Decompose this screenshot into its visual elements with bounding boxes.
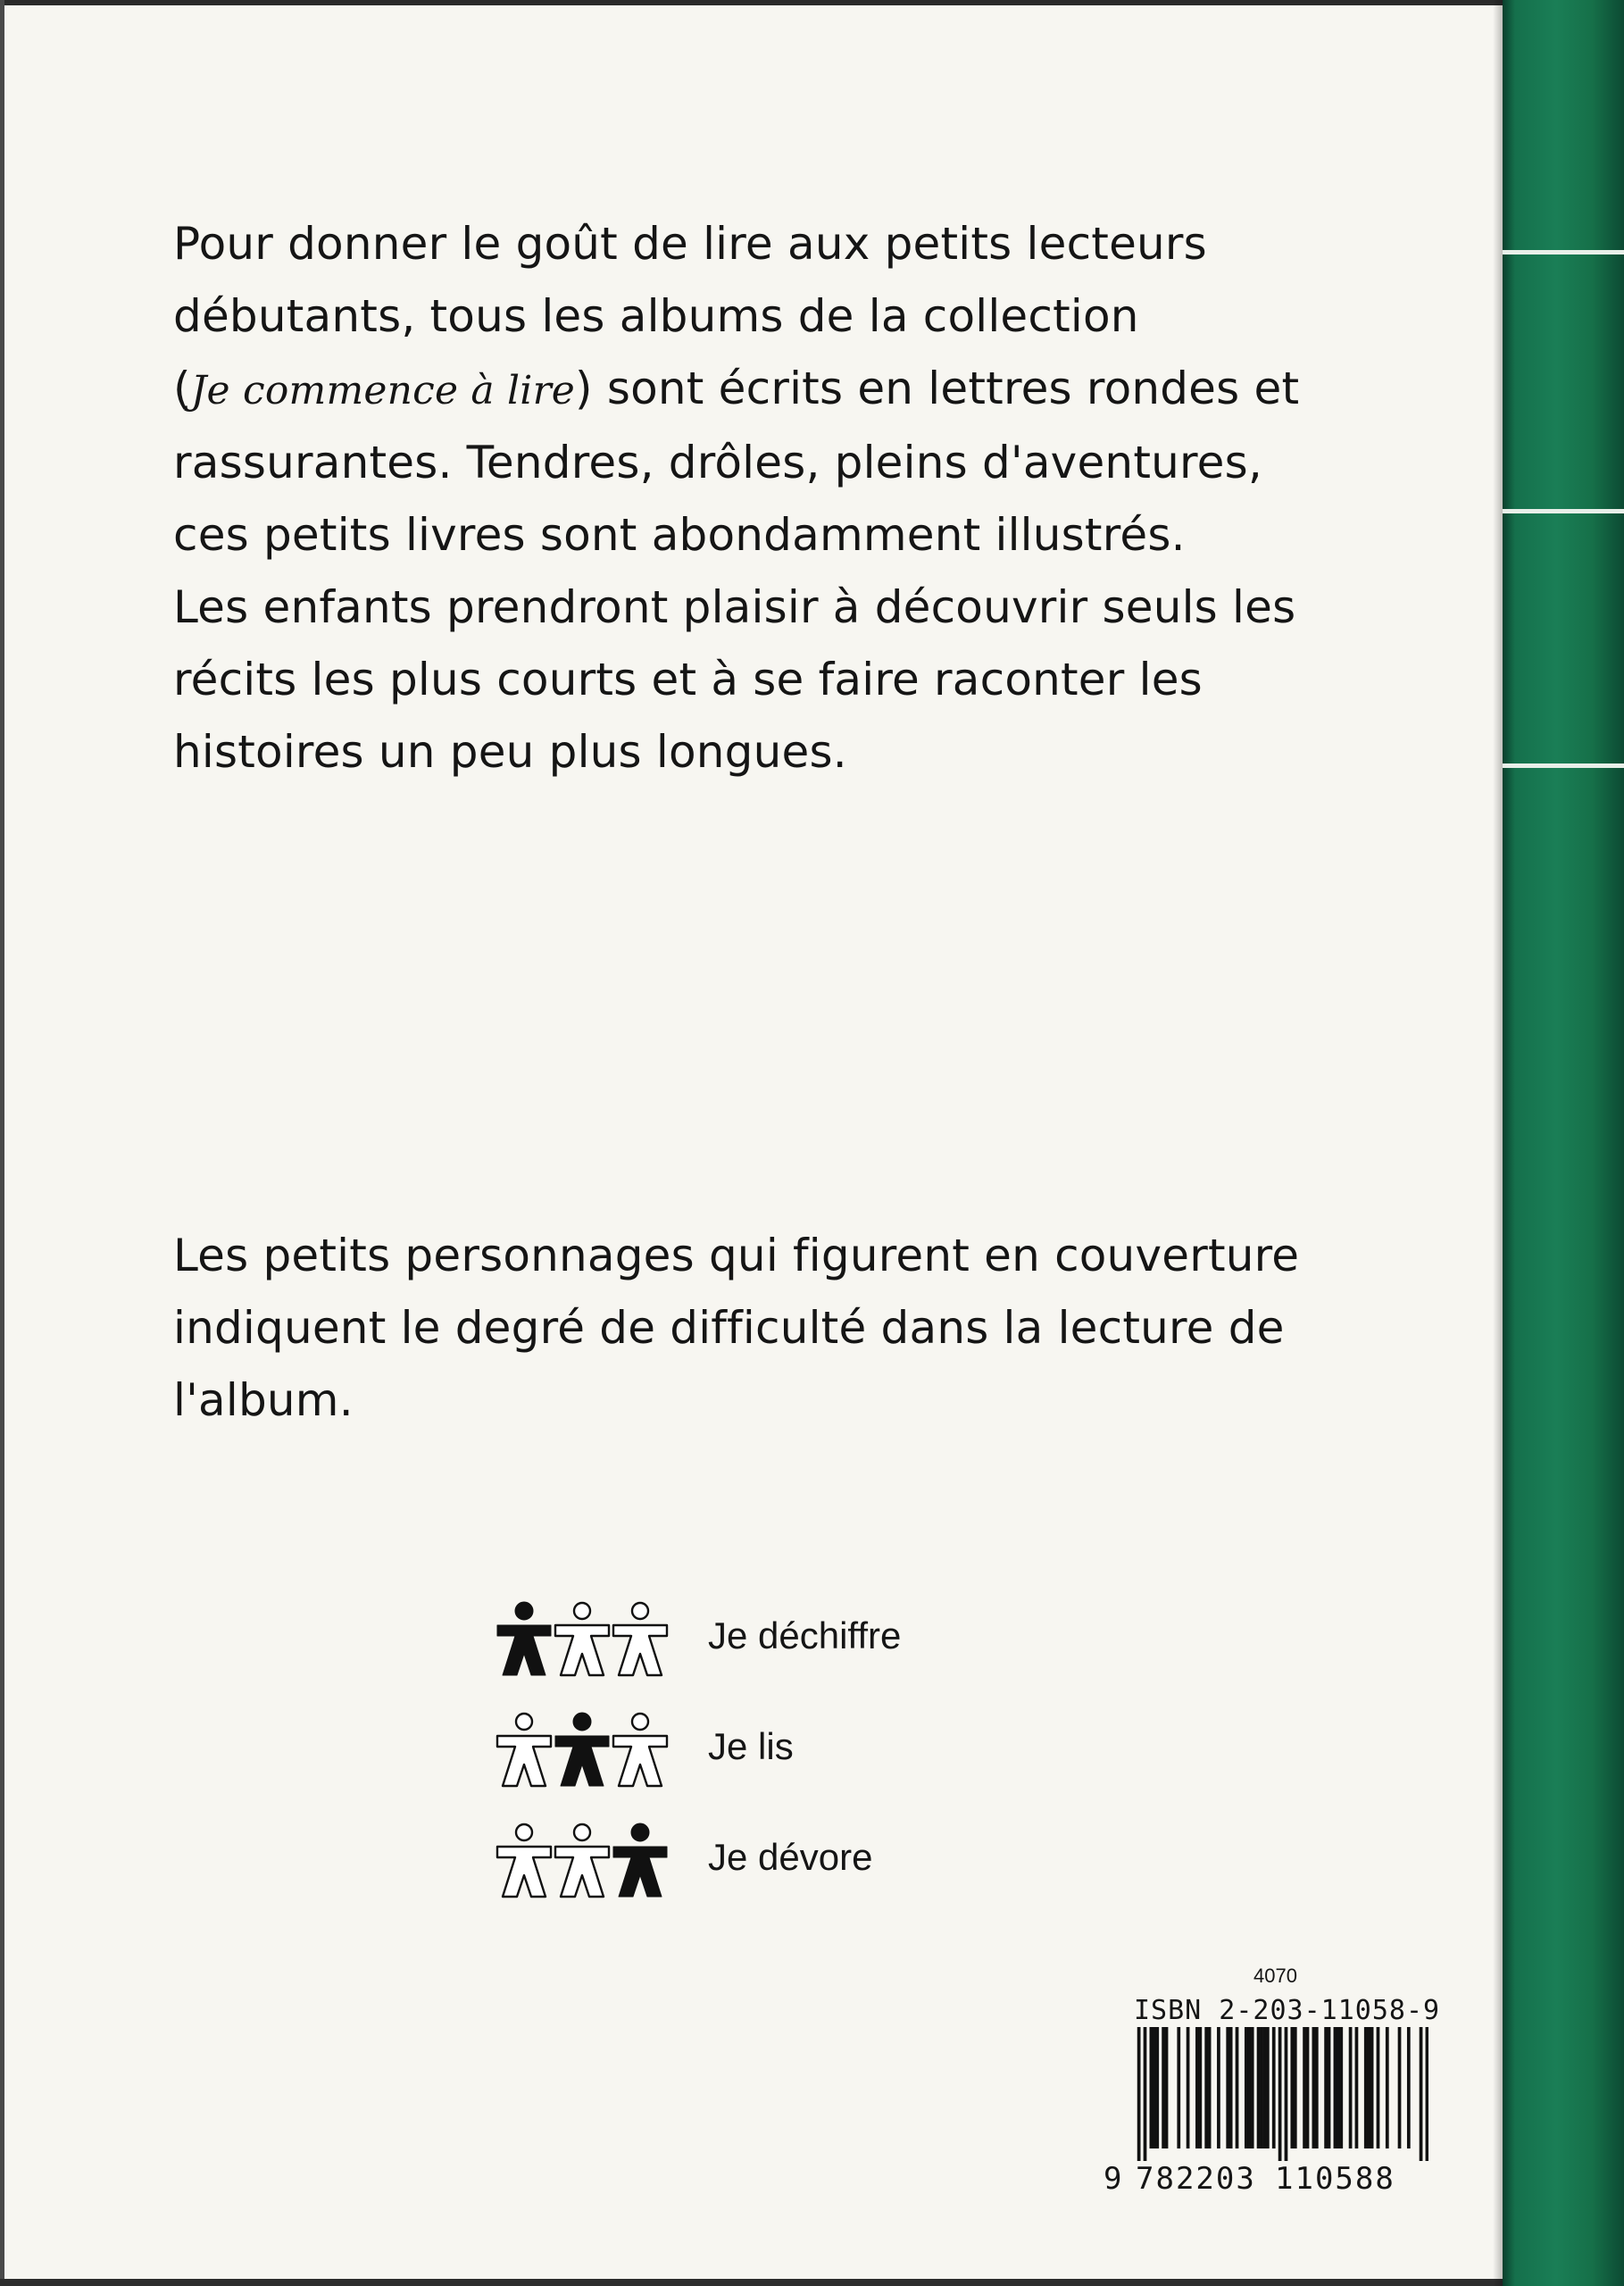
barcode-bar [1377, 2027, 1380, 2148]
barcode-digits-right: 110588 [1275, 2161, 1395, 2197]
paren-open: ( [173, 363, 191, 414]
barcode-bar [1312, 2027, 1316, 2148]
three-figures-first-filled-icon [496, 1598, 669, 1679]
barcode-bar [1386, 2027, 1389, 2148]
barcode-bar [1278, 2027, 1282, 2161]
outline-figure [555, 1603, 609, 1675]
barcode-bar [1198, 2027, 1202, 2148]
barcode-bar [1245, 2027, 1248, 2148]
product-code: 4070 [1253, 1965, 1297, 1987]
barcode-bar [1153, 2027, 1156, 2148]
barcode-bar [1236, 2027, 1239, 2148]
barcode-bar [1155, 2027, 1159, 2148]
difficulty-line: indiquent le degré de difficulté dans la lecture de [173, 1302, 1285, 1354]
barcode-bar [1398, 2027, 1402, 2148]
barcode-bar [1204, 2027, 1208, 2148]
barcode-bar [1355, 2027, 1359, 2148]
barcode-bar [1294, 2027, 1297, 2148]
barcode-bar [1247, 2027, 1251, 2148]
green-spine [1503, 0, 1624, 2286]
barcode-bar [1367, 2027, 1370, 2148]
filled-figure [613, 1823, 667, 1897]
barcode-bar [1364, 2027, 1368, 2148]
barcode-bar [1257, 2027, 1261, 2148]
intro-line: débutants, tous les albums de la collection [173, 290, 1139, 342]
barcode-bar [1266, 2027, 1270, 2148]
outline-figure [497, 1824, 551, 1897]
intro-line-collection [173, 353, 1334, 427]
barcode-bar [1251, 2027, 1254, 2148]
barcode-bar [1324, 2027, 1328, 2148]
intro-line: Pour donner le goût de lire aux petits lecteurs [173, 218, 1207, 270]
barcode-bar [1303, 2027, 1306, 2148]
barcode-bar [1407, 2027, 1411, 2148]
scan-edge-bottom [0, 2279, 1509, 2286]
filled-figure [555, 1713, 609, 1786]
level-label: Je déchiffre [708, 1614, 902, 1656]
difficulty-legend [496, 1598, 1120, 1931]
level-label: Je lis [708, 1725, 794, 1767]
barcode-bar [1337, 2027, 1340, 2148]
intro-line-rest: sont écrits en lettres rondes et [592, 363, 1300, 414]
level-label: Je dévore [708, 1836, 873, 1878]
spine-stripe [1503, 250, 1624, 254]
barcode-bar [1195, 2027, 1199, 2148]
barcode-bar [1328, 2027, 1331, 2148]
level-row-dechiffre [496, 1598, 1120, 1709]
level-row-lis [496, 1709, 1120, 1820]
barcode-bar [1315, 2027, 1319, 2148]
barcode-bar [1217, 2027, 1220, 2148]
filled-figure [497, 1602, 551, 1675]
intro-line: histoires un peu plus longues. [173, 726, 847, 778]
intro-line: récits les plus courts et à se faire raconter les [173, 654, 1203, 705]
outline-figure [613, 1603, 667, 1675]
difficulty-line: Les petits personnages qui figurent en couverture [173, 1230, 1300, 1281]
barcode-bar [1349, 2027, 1353, 2148]
barcode-bar [1208, 2027, 1212, 2148]
spine-stripe [1503, 763, 1624, 768]
scan-edge-left [0, 0, 4, 2286]
outline-figure [613, 1714, 667, 1786]
barcode-bar [1306, 2027, 1310, 2148]
paren-close: ) [575, 363, 593, 414]
barcode-bar [1426, 2027, 1428, 2161]
barcode-bar [1144, 2027, 1147, 2161]
barcode-bar [1420, 2027, 1423, 2161]
barcode-bar [1187, 2027, 1190, 2148]
barcode-bar [1339, 2027, 1343, 2148]
barcode-bar [1150, 2027, 1153, 2148]
barcode-bar [1229, 2027, 1233, 2148]
intro-paragraph [173, 208, 1334, 788]
barcode-bar [1137, 2027, 1141, 2161]
intro-line: rassurantes. Tendres, drôles, pleins d'aventures, [173, 437, 1262, 488]
difficulty-line: l'album. [173, 1374, 354, 1426]
barcode-bar [1290, 2027, 1294, 2148]
barcode-bar [1162, 2027, 1165, 2148]
barcode-bar [1165, 2027, 1169, 2148]
outline-figure [497, 1714, 551, 1786]
barcode-bar [1260, 2027, 1263, 2148]
isbn-text: ISBN 2-203-11058-9 [1134, 1995, 1441, 2026]
collection-name-script: Je commence à lire [190, 368, 576, 413]
barcode-digit-first: 9 [1103, 2161, 1122, 2197]
intro-line: ces petits livres sont abondamment illustrés. [173, 509, 1186, 561]
outline-figure [555, 1824, 609, 1897]
difficulty-paragraph [173, 1220, 1334, 1437]
barcode-bar [1263, 2027, 1267, 2148]
barcode-bar [1334, 2027, 1337, 2148]
barcode-bar [1226, 2027, 1229, 2148]
intro-line: Les enfants prendront plaisir à découvrir seuls les [173, 581, 1296, 633]
three-figures-last-filled-icon [496, 1820, 669, 1900]
barcode-bar [1285, 2027, 1288, 2161]
barcode-icon [1103, 2027, 1428, 2161]
three-figures-middle-filled-icon [496, 1709, 669, 1790]
barcode-bar [1177, 2027, 1180, 2148]
barcode-bar [1272, 2027, 1276, 2148]
level-row-devore [496, 1820, 1120, 1931]
barcode-digits-left: 782203 [1136, 2161, 1256, 2197]
scan-edge-top [0, 0, 1509, 5]
spine-stripe [1503, 509, 1624, 513]
barcode-bar [1370, 2027, 1374, 2148]
